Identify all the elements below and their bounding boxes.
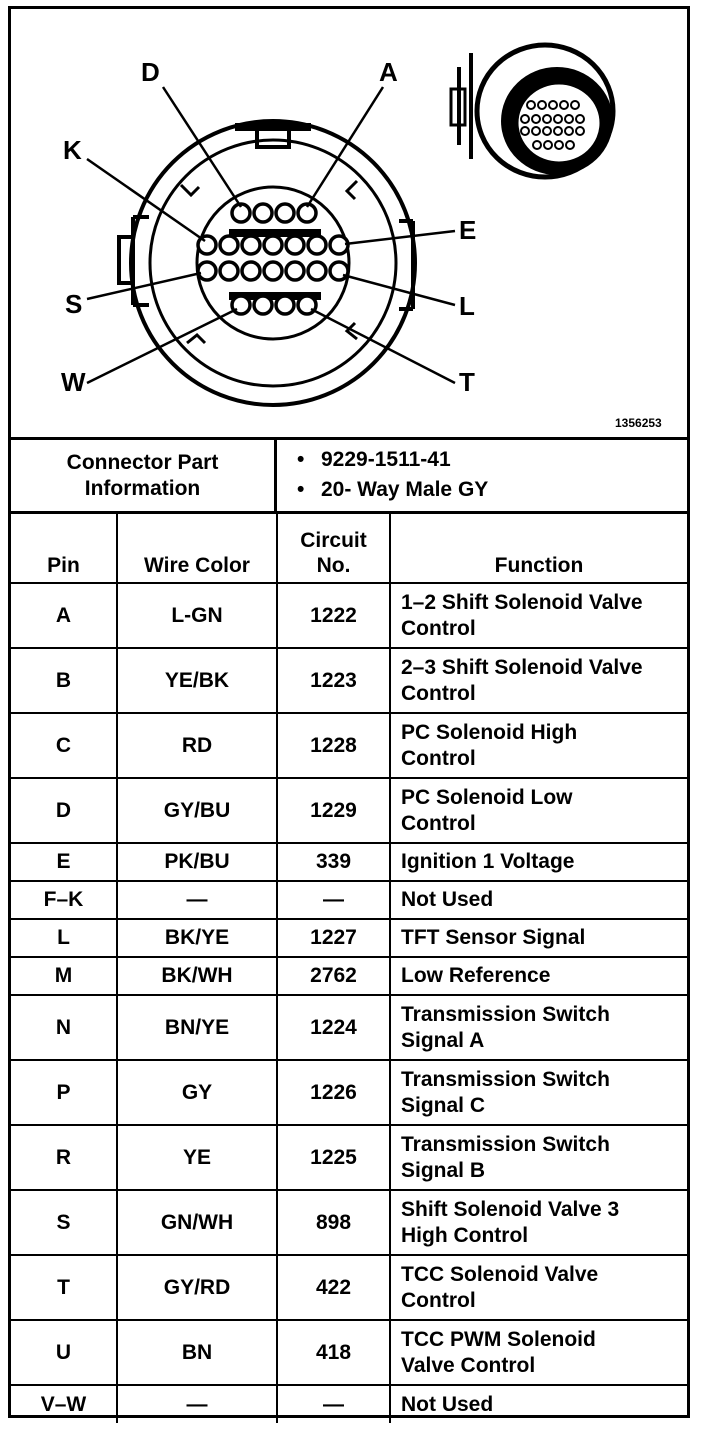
function-text-line: Not Used — [401, 888, 494, 911]
pin-cell: F–K — [11, 881, 117, 919]
connector-3d-illustration — [451, 45, 613, 177]
table-row — [11, 1255, 687, 1320]
table-header-row — [11, 514, 687, 583]
circuit-number-cell: 1226 — [277, 1060, 390, 1125]
wire-color-cell: GN/WH — [117, 1190, 277, 1255]
function-cell — [390, 1320, 687, 1385]
header-circuit-no — [277, 514, 390, 583]
pin-cell: S — [11, 1190, 117, 1255]
pin-cell: A — [11, 583, 117, 648]
table-row — [11, 1060, 687, 1125]
circuit-number-cell: — — [277, 1385, 390, 1423]
wire-color-cell: RD — [117, 713, 277, 778]
wire-color-cell: — — [117, 1385, 277, 1423]
header-function: Function — [390, 514, 687, 583]
connector-description-text: 20- Way Male GY — [321, 478, 489, 501]
wire-color-cell: BK/WH — [117, 957, 277, 995]
function-cell — [390, 881, 687, 919]
connector-part-info-values — [277, 440, 687, 511]
connector-part-information — [11, 440, 687, 514]
function-cell — [390, 1190, 687, 1255]
function-cell — [390, 1385, 687, 1423]
pin-cell: U — [11, 1320, 117, 1385]
function-cell — [390, 843, 687, 881]
function-text-line: 2–3 Shift Solenoid Valve — [401, 655, 643, 679]
wire-color-cell: L-GN — [117, 583, 277, 648]
pin-cell: P — [11, 1060, 117, 1125]
figure-number: 1356253 — [615, 416, 662, 430]
callout-label-l: L — [459, 291, 475, 321]
table-row — [11, 881, 687, 919]
circuit-number-cell: 898 — [277, 1190, 390, 1255]
circuit-number-cell: 1228 — [277, 713, 390, 778]
wire-color-cell: YE/BK — [117, 648, 277, 713]
wire-color-cell: BN/YE — [117, 995, 277, 1060]
pin-cell: B — [11, 648, 117, 713]
header-circuit-line-2: No. — [316, 554, 351, 577]
pin-assignment-table — [11, 514, 687, 1423]
function-cell — [390, 1060, 687, 1125]
function-cell — [390, 583, 687, 648]
function-text-line: Signal C — [401, 1093, 486, 1117]
wire-color-cell: GY/BU — [117, 778, 277, 843]
circuit-number-cell: 418 — [277, 1320, 390, 1385]
function-cell — [390, 1125, 687, 1190]
function-text-line: Not Used — [401, 1392, 494, 1416]
pin-cell: R — [11, 1125, 117, 1190]
wire-color-cell: YE — [117, 1125, 277, 1190]
header-circuit-line-1: Circuit — [300, 529, 367, 552]
function-text-line: TCC Solenoid Valve — [401, 1262, 599, 1286]
connector-diagram-panel — [11, 9, 687, 440]
wire-color-cell: BK/YE — [117, 919, 277, 957]
wire-color-cell: GY/RD — [117, 1255, 277, 1320]
function-text-line: Control — [401, 746, 476, 770]
part-number — [297, 445, 687, 475]
connector-face-diagram — [11, 9, 687, 437]
pin-cell: D — [11, 778, 117, 843]
bullet-icon: • — [297, 478, 305, 501]
function-text-line: Low Reference — [401, 964, 551, 987]
wire-color-cell: GY — [117, 1060, 277, 1125]
table-row — [11, 648, 687, 713]
table-row — [11, 1125, 687, 1190]
circuit-number-cell: 1222 — [277, 583, 390, 648]
table-row — [11, 843, 687, 881]
function-text-line: TFT Sensor Signal — [401, 926, 586, 949]
table-row — [11, 957, 687, 995]
function-cell — [390, 713, 687, 778]
circuit-number-cell: 1223 — [277, 648, 390, 713]
circuit-number-cell: — — [277, 881, 390, 919]
table-row — [11, 995, 687, 1060]
pin-table-body — [11, 583, 687, 1423]
callout-label-d: D — [141, 57, 160, 87]
table-row — [11, 1190, 687, 1255]
wire-color-cell: — — [117, 881, 277, 919]
header-wire-color: Wire Color — [117, 514, 277, 583]
callout-label-a: A — [379, 57, 398, 87]
info-header-line-1: Connector Part — [66, 450, 219, 474]
function-cell — [390, 919, 687, 957]
header-pin: Pin — [11, 514, 117, 583]
function-text-line: Control — [401, 811, 476, 835]
function-text-line: Transmission Switch — [401, 1132, 610, 1156]
function-cell — [390, 778, 687, 843]
function-text-line: Control — [401, 681, 476, 705]
circuit-number-cell: 1227 — [277, 919, 390, 957]
part-number-text: 9229-1511-41 — [321, 448, 451, 471]
function-cell — [390, 995, 687, 1060]
function-text-line: Shift Solenoid Valve 3 — [401, 1197, 620, 1221]
function-text-line: TCC PWM Solenoid — [401, 1327, 596, 1351]
pin-cell: L — [11, 919, 117, 957]
function-text-line: Valve Control — [401, 1353, 536, 1377]
table-row — [11, 1385, 687, 1423]
callout-label-t: T — [459, 367, 475, 397]
function-cell — [390, 1255, 687, 1320]
function-text-line: PC Solenoid Low — [401, 785, 573, 809]
connector-part-info-header — [11, 440, 277, 511]
callout-label-k: K — [63, 135, 82, 165]
function-text-line: Transmission Switch — [401, 1067, 610, 1091]
info-header-line-2: Information — [84, 476, 201, 500]
bullet-icon: • — [297, 448, 305, 471]
function-text-line: Control — [401, 1288, 476, 1312]
function-text-line: Transmission Switch — [401, 1002, 610, 1026]
circuit-number-cell: 1225 — [277, 1125, 390, 1190]
table-row — [11, 583, 687, 648]
table-row — [11, 919, 687, 957]
function-cell — [390, 957, 687, 995]
callout-label-w: W — [61, 367, 86, 397]
pin-cell: N — [11, 995, 117, 1060]
circuit-number-cell: 1229 — [277, 778, 390, 843]
circuit-number-cell: 339 — [277, 843, 390, 881]
pin-grid — [198, 204, 348, 314]
table-row — [11, 1320, 687, 1385]
function-text-line: High Control — [401, 1223, 529, 1247]
wire-color-cell: PK/BU — [117, 843, 277, 881]
function-text-line: 1–2 Shift Solenoid Valve — [401, 590, 643, 614]
callout-label-e: E — [459, 215, 477, 245]
table-row — [11, 778, 687, 843]
connector-description — [297, 475, 687, 505]
pin-cell: E — [11, 843, 117, 881]
table-row — [11, 713, 687, 778]
function-text-line: PC Solenoid High — [401, 720, 578, 744]
callout-label-s: S — [65, 289, 83, 319]
function-text-line: Control — [401, 616, 476, 640]
connector-pinout-sheet — [8, 6, 690, 1418]
function-text-line: Ignition 1 Voltage — [401, 850, 575, 873]
circuit-number-cell: 422 — [277, 1255, 390, 1320]
circuit-number-cell: 1224 — [277, 995, 390, 1060]
pin-cell: C — [11, 713, 117, 778]
pin-cell: T — [11, 1255, 117, 1320]
function-cell — [390, 648, 687, 713]
circuit-number-cell: 2762 — [277, 957, 390, 995]
pin-cell: M — [11, 957, 117, 995]
function-text-line: Signal A — [401, 1028, 485, 1052]
function-text-line: Signal B — [401, 1158, 486, 1182]
pin-cell: V–W — [11, 1385, 117, 1423]
wire-color-cell: BN — [117, 1320, 277, 1385]
